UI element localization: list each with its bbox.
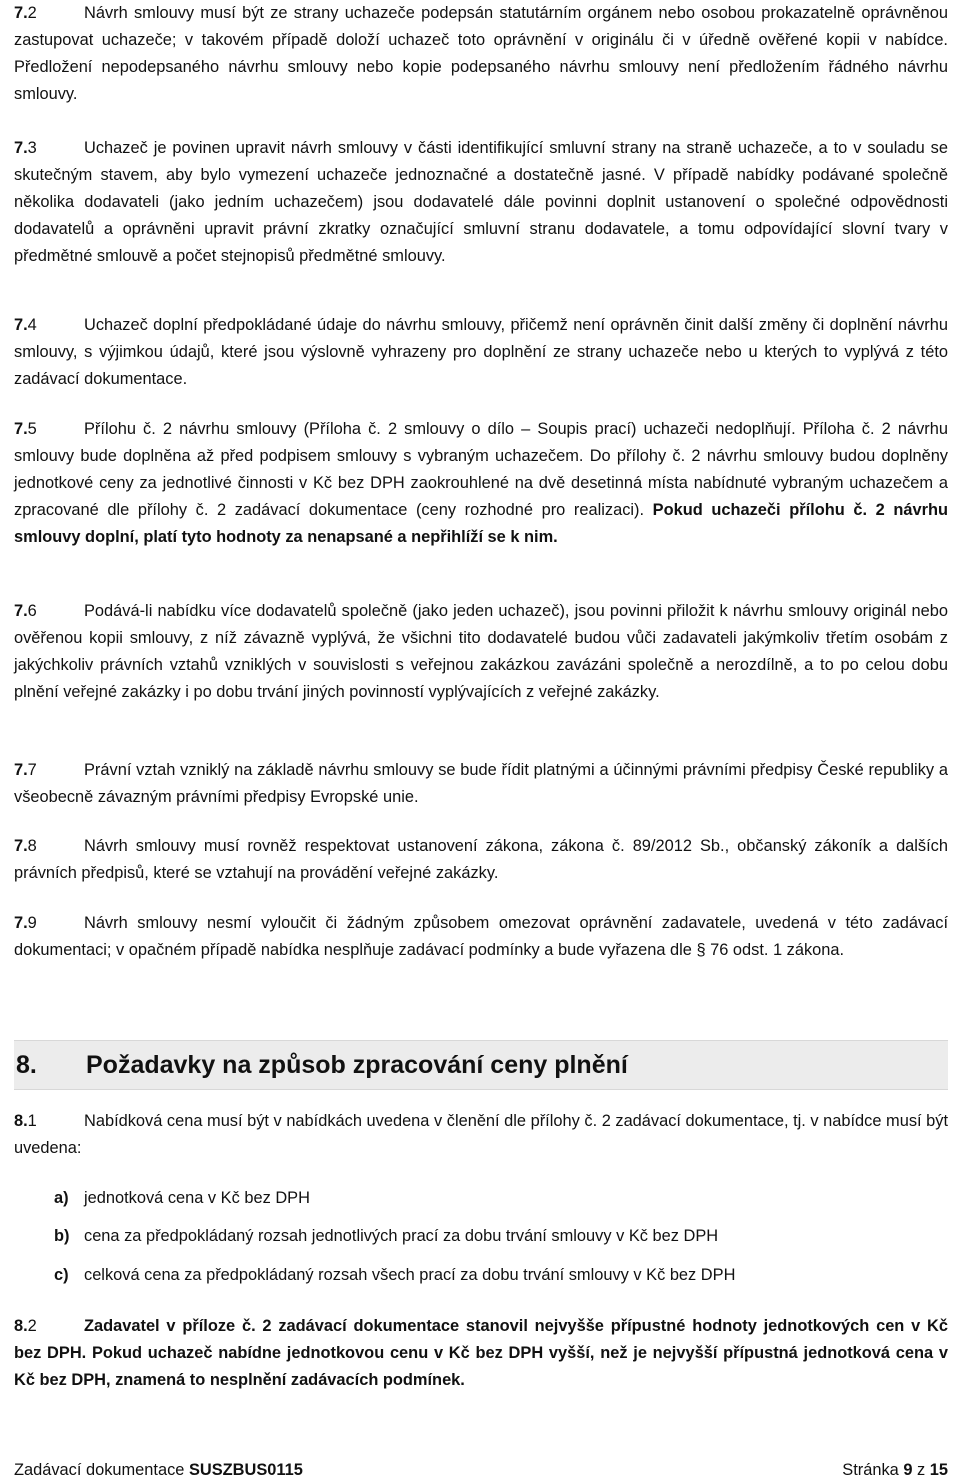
paragraph-text: Podává-li nabídku více dodavatelů společně (jako jeden uchazeč), jsou povinni přiložit k návrhu smlouvy originál nebo ověřenou kopii smlouvy, z níž závazně vyplývá, že všichni tito dodavatelé budou vůči zadavateli jakýmkoliv třetím osobám z jakýchkoliv právních vztahů vzniklých v souvislosti s veřejnou zakázkou zavázáni společně a nerozdílně, a to po celou dobu plnění veřejné zakázky i po dobu trvání jiných povinností vyplývajících z veřejné zakázky. (14, 602, 948, 701)
paragraph-bold-text: Zadavatel v příloze č. 2 zadávací dokumentace stanovil nejvyšše přípustné hodnoty jednotkových cen v Kč bez DPH. Pokud uchazeč nabídne jednotkovou cenu v Kč bez DPH vyšší, než je nejvyšší přípustná jednotková cena v Kč bez DPH, znamená to nesplnění zadávacích podmínek. (14, 1317, 948, 1389)
paragraph-number: 7.3 (14, 139, 37, 157)
paragraph-number: 7.6 (14, 602, 37, 620)
section-title: Požadavky na způsob zpracování ceny plnění (86, 1051, 628, 1079)
footer-document-label: Zadávací dokumentace SUSZBUS0115 (14, 1461, 303, 1479)
list-item-label: a) (54, 1189, 69, 1207)
paragraph-text: Uchazeč doplní předpokládané údaje do návrhu smlouvy, přičemž není oprávněn činit další změny či doplnění návrhu smlouvy, s výjimkou údajů, které jsou výslovně vyhrazeny pro doplnění ze strany uchazeče nebo u kterých to vyplývá z této zadávací dokumentace. (14, 316, 948, 388)
list-item-text: jednotková cena v Kč bez DPH (84, 1189, 310, 1207)
list-item (54, 1262, 934, 1289)
paragraph-number: 7.8 (14, 837, 37, 855)
paragraph-number: 7.2 (14, 4, 37, 22)
list-item-text: cena za předpokládaný rozsah jednotlivých prací za dobu trvání smlouvy v Kč bez DPH (84, 1227, 719, 1245)
paragraph-8-1 (14, 1108, 948, 1162)
paragraph-text: Návrh smlouvy nesmí vyloučit či žádným způsobem omezovat oprávnění zadavatele, uvedená v této zadávací dokumentaci; v opačném případě nabídka nesplňuje zadávací podmínky a bude vyřazena dle § 76 odst. 1 zákona. (14, 914, 948, 959)
section-number: 8. (16, 1051, 37, 1079)
paragraph-text: Nabídková cena musí být v nabídkách uvedena v členění dle přílohy č. 2 zadávací dokumentace, tj. v nabídce musí být uvedena: (14, 1112, 948, 1157)
paragraph-text: Přílohu č. 2 návrhu smlouvy (Příloha č. 2 smlouvy o dílo – Soupis prací) uchazeči nedoplňují. Příloha č. 2 návrhu smlouvy bude doplněna až před podpisem smlouvy s vybraným uchazečem. Do přílohy č. 2 návrhu smlouvy budou doplněny jednotkové ceny za jednotlivé činnosti v Kč bez DPH zaokrouhlené na dvě desetinná místa nabídnuté vybraným uchazečem a zpracované dle přílohy č. 2 zadávací dokumentace (ceny rozhodné pro realizaci). (14, 420, 948, 519)
paragraph-7-6 (14, 598, 948, 706)
footer-document-code: SUSZBUS0115 (188, 1461, 303, 1479)
paragraph-number: 7.5 (14, 420, 37, 438)
list-item (54, 1185, 934, 1212)
paragraph-number: 8.2 (14, 1317, 37, 1335)
paragraph-number: 7.4 (14, 316, 37, 334)
paragraph-7-8 (14, 833, 948, 887)
paragraph-text: Návrh smlouvy musí rovněž respektovat ustanovení zákona, zákona č. 89/2012 Sb., občanský zákoník a dalších právních předpisů, které se vztahují na provádění veřejné zakázky. (14, 837, 948, 882)
paragraph-text: Právní vztah vzniklý na základě návrhu smlouvy se bude řídit platnými a účinnými právními předpisy České republiky a všeobecně závazným právními předpisy Evropské unie. (14, 761, 948, 806)
list-item-label: b) (54, 1227, 70, 1245)
paragraph-7-3 (14, 135, 948, 270)
list-item-label: c) (54, 1266, 69, 1284)
paragraph-7-9 (14, 910, 948, 964)
paragraph-7-5 (14, 416, 948, 551)
paragraph-number: 8.1 (14, 1112, 37, 1130)
paragraph-number: 7.9 (14, 914, 37, 932)
paragraph-number: 7.7 (14, 761, 37, 779)
list-item-text: celková cena za předpokládaný rozsah všech prací za dobu trvání smlouvy v Kč bez DPH (84, 1266, 736, 1284)
paragraph-8-2 (14, 1313, 948, 1394)
footer-page-number: Stránka 9 z 15 (842, 1461, 948, 1479)
paragraph-bold-text: Pokud uchazeči přílohu č. 2 návrhu smlouvy doplní, platí tyto hodnoty za nenapsané a nepřihlíží se k nim. (14, 501, 948, 546)
paragraph-7-4 (14, 312, 948, 393)
paragraph-text: Uchazeč je povinen upravit návrh smlouvy v části identifikující smluvní strany na straně uchazeče, a to v souladu se skutečným stavem, aby bylo vymezení uchazeče jednoznačné a dostatečně jasné. V případě nabídky podávané společně několika dodavateli (jako jedním uchazečem) jsou dodavatelé dále povinni doplnit ustanovení o společné odpovědnosti dodavatelů a oprávněni upravit právní zkratky označující smluvní stranu dodavatele, a tomu odpovídající slovní tvary v předmětné smlouvě a počet stejnopisů předmětné smlouvy. (14, 139, 948, 265)
paragraph-7-7 (14, 757, 948, 811)
list-item (54, 1223, 934, 1250)
paragraph-text: Návrh smlouvy musí být ze strany uchazeče podepsán statutárním orgánem nebo osobou prokazatelně oprávněnou zastupovat uchazeče; v takovém případě doloží uchazeč toto oprávnění v originálu či v úředně ověřené kopii v nabídce. Předložení nepodepsaného návrhu smlouvy nebo kopie podepsaného návrhu smlouvy není předložením řádného návrhu smlouvy. (14, 4, 948, 103)
section-heading-8 (14, 1040, 948, 1090)
paragraph-7-2 (14, 0, 948, 108)
